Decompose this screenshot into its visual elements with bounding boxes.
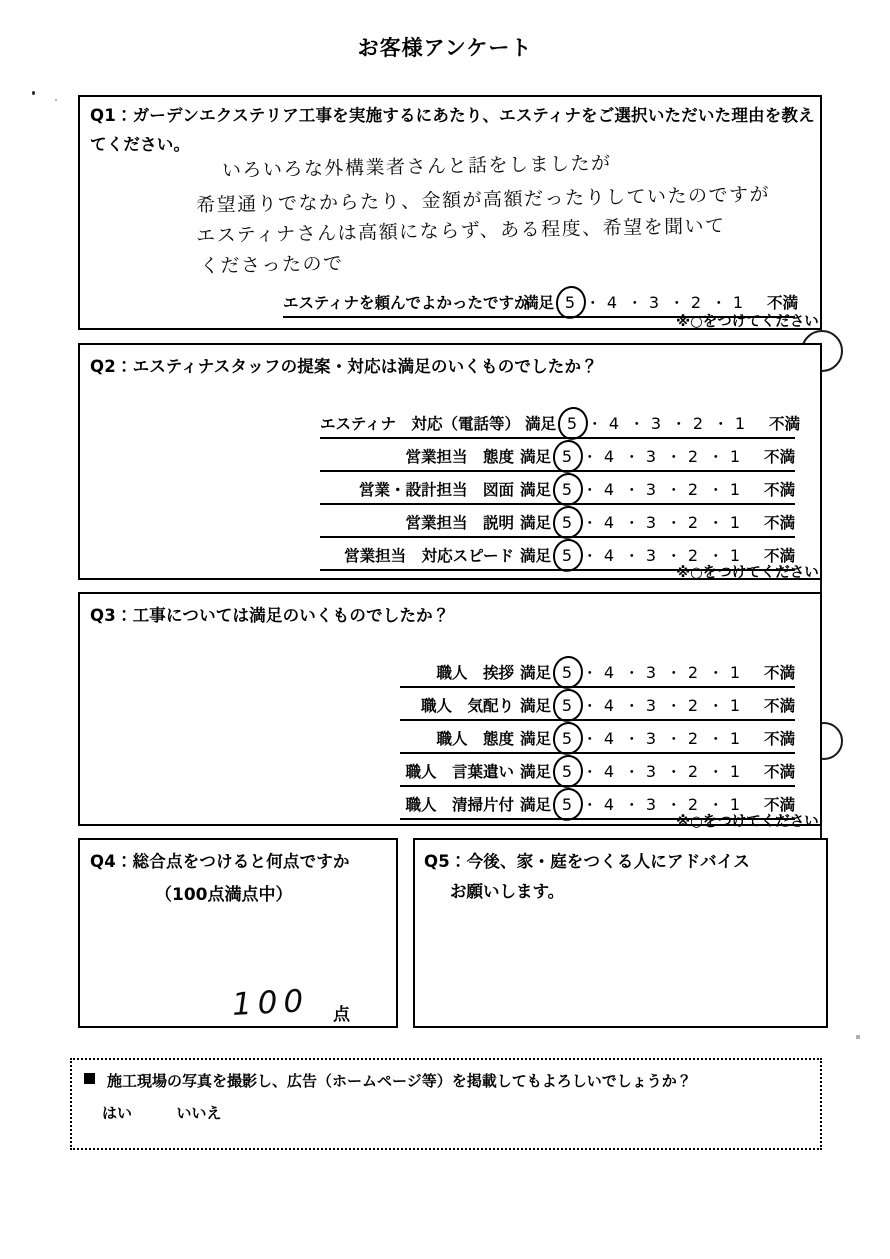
q2-rating-label-3: 営業担当 説明 xyxy=(405,514,514,532)
rating-separator: ・ xyxy=(707,664,724,682)
q3-rating-label-4: 職人 清掃片付 xyxy=(405,796,514,814)
scan-speck xyxy=(856,1035,860,1039)
q3-rating-options-2[interactable] xyxy=(552,727,750,749)
rating-separator: ・ xyxy=(581,730,598,748)
anchor-dissatisfied: 不満 xyxy=(763,448,795,466)
q2-rating-scale-0 xyxy=(525,412,800,437)
q3-heading: Q3：工事については満足のいくものでしたか？ xyxy=(90,606,450,625)
rating-separator: ・ xyxy=(581,448,598,466)
anchor-satisfied: 満足 xyxy=(519,514,551,532)
rating-option-4[interactable]: 4 xyxy=(603,479,615,499)
anchor-satisfied: 満足 xyxy=(519,448,551,466)
rating-separator: ・ xyxy=(581,796,598,814)
rating-option-2[interactable]: 2 xyxy=(687,545,699,565)
rating-option-5[interactable]: 5 xyxy=(552,795,582,814)
page-title: お客様アンケート xyxy=(357,36,533,60)
rating-option-4[interactable]: 4 xyxy=(603,662,615,682)
anchor-dissatisfied: 不満 xyxy=(767,294,799,312)
rating-option-3[interactable]: 3 xyxy=(645,794,657,814)
rating-separator: ・ xyxy=(669,294,685,312)
rating-option-1[interactable]: 1 xyxy=(729,728,741,748)
q2-rating-options-3[interactable] xyxy=(552,511,750,533)
q2-rating-options-0[interactable] xyxy=(557,412,755,434)
rating-option-2[interactable]: 2 xyxy=(690,292,702,312)
q2-rating-row[interactable] xyxy=(320,409,801,439)
q1-heading-line1: Q1：ガーデンエクステリア工事を実施するにあたり、エスティナをご選択いただいた理由を教え xyxy=(90,106,815,125)
rating-option-1[interactable]: 1 xyxy=(729,794,741,814)
consent-option-no[interactable]: いいえ xyxy=(176,1104,222,1122)
rating-option-4[interactable]: 4 xyxy=(603,446,615,466)
q2-rating-row[interactable] xyxy=(320,442,795,472)
rating-separator: ・ xyxy=(707,796,724,814)
rating-option-2[interactable]: 2 xyxy=(687,512,699,532)
rating-separator: ・ xyxy=(707,763,724,781)
anchor-dissatisfied: 不満 xyxy=(763,664,795,682)
rating-option-3[interactable]: 3 xyxy=(648,292,660,312)
q3-rating-label-0: 職人 挨拶 xyxy=(436,664,514,682)
q5-heading-line1: Q5：今後、家・庭をつくる人にアドバイス xyxy=(424,852,751,871)
q2-rating-label-0: エスティナ 対応（電話等） xyxy=(320,415,520,433)
rating-separator: ・ xyxy=(581,763,598,781)
rating-separator: ・ xyxy=(665,730,682,748)
q3-rating-options-0[interactable] xyxy=(552,661,750,683)
rating-option-5[interactable]: 5 xyxy=(557,414,587,433)
q2-rating-options-2[interactable] xyxy=(552,478,750,500)
q2-rating-options-1[interactable] xyxy=(552,445,750,467)
consent-question: 施工現場の写真を撮影し、広告（ホームページ等）を掲載してもよろしいでしょうか？ xyxy=(107,1072,692,1090)
rating-option-5[interactable]: 5 xyxy=(552,729,582,748)
rating-option-3[interactable]: 3 xyxy=(645,695,657,715)
rating-separator: ・ xyxy=(711,294,727,312)
rating-separator: ・ xyxy=(671,415,687,433)
rating-option-5[interactable]: 5 xyxy=(552,480,582,499)
rating-option-4[interactable]: 4 xyxy=(603,512,615,532)
q2-rating-row[interactable] xyxy=(320,508,795,538)
rating-option-3[interactable]: 3 xyxy=(645,728,657,748)
rating-option-4[interactable]: 4 xyxy=(603,545,615,565)
bullet-square-icon xyxy=(84,1073,95,1084)
rating-separator: ・ xyxy=(623,763,640,781)
rating-separator: ・ xyxy=(581,481,598,499)
rating-option-5[interactable]: 5 xyxy=(552,447,582,466)
rating-option-3[interactable]: 3 xyxy=(645,761,657,781)
rating-option-1[interactable]: 1 xyxy=(732,292,744,312)
rating-separator: ・ xyxy=(629,415,645,433)
q2-rating-label-2: 営業・設計担当 図面 xyxy=(358,481,514,499)
anchor-dissatisfied: 不満 xyxy=(763,514,795,532)
rating-separator: ・ xyxy=(707,730,724,748)
anchor-satisfied: 満足 xyxy=(519,481,551,499)
rating-separator: ・ xyxy=(707,547,724,565)
rating-separator: ・ xyxy=(707,448,724,466)
rating-option-3[interactable]: 3 xyxy=(650,413,662,433)
rating-separator: ・ xyxy=(665,796,682,814)
anchor-satisfied: 満足 xyxy=(519,730,551,748)
anchor-satisfied: 満足 xyxy=(525,415,557,433)
q3-rating-row[interactable] xyxy=(400,658,795,688)
consent-option-yes[interactable]: はい xyxy=(102,1104,133,1122)
q4-heading: Q4：総合点をつけると何点ですか xyxy=(90,852,350,871)
q3-rating-scale-1 xyxy=(520,694,795,719)
rating-option-3[interactable]: 3 xyxy=(645,545,657,565)
rating-option-2[interactable]: 2 xyxy=(687,794,699,814)
rating-separator: ・ xyxy=(713,415,729,433)
rating-separator: ・ xyxy=(623,481,640,499)
rating-option-4[interactable]: 4 xyxy=(603,728,615,748)
rating-option-1[interactable]: 1 xyxy=(729,761,741,781)
anchor-dissatisfied: 不満 xyxy=(763,796,795,814)
rating-option-1[interactable]: 1 xyxy=(729,545,741,565)
rating-option-1[interactable]: 1 xyxy=(734,413,746,433)
q3-circle-note: ※○をつけてください xyxy=(676,814,819,830)
rating-option-3[interactable]: 3 xyxy=(645,662,657,682)
rating-separator: ・ xyxy=(665,697,682,715)
q1-handwriting-line-1: いろいろな外構業者さんと話をしましたが xyxy=(221,152,612,182)
anchor-satisfied: 満足 xyxy=(519,697,551,715)
anchor-dissatisfied: 不満 xyxy=(763,697,795,715)
anchor-dissatisfied: 不満 xyxy=(763,481,795,499)
rating-separator: ・ xyxy=(581,664,598,682)
rating-separator: ・ xyxy=(581,514,598,532)
q4-score-unit: 点 xyxy=(333,1005,350,1025)
rating-separator: ・ xyxy=(665,448,682,466)
rating-option-4[interactable]: 4 xyxy=(603,695,615,715)
q3-rating-row[interactable] xyxy=(400,691,795,721)
rating-option-1[interactable]: 1 xyxy=(729,479,741,499)
rating-option-3[interactable]: 3 xyxy=(645,512,657,532)
rating-option-2[interactable]: 2 xyxy=(687,479,699,499)
rating-separator: ・ xyxy=(623,730,640,748)
anchor-satisfied: 満足 xyxy=(519,547,551,565)
rating-separator: ・ xyxy=(665,514,682,532)
q1-handwriting-line-3: エスティナさんは高額にならず、ある程度、希望を聞いて xyxy=(195,214,726,248)
q2-rating-label-4: 営業担当 対応スピード xyxy=(344,547,514,565)
rating-option-5[interactable]: 5 xyxy=(552,513,582,532)
rating-separator: ・ xyxy=(707,514,724,532)
rating-separator: ・ xyxy=(707,481,724,499)
q1-heading-line2: てください。 xyxy=(90,135,191,154)
rating-separator: ・ xyxy=(665,547,682,565)
rating-option-5[interactable]: 5 xyxy=(552,762,582,781)
q3-rating-row[interactable] xyxy=(400,757,795,787)
rating-separator: ・ xyxy=(623,514,640,532)
rating-option-3[interactable]: 3 xyxy=(645,479,657,499)
rating-separator: ・ xyxy=(581,547,598,565)
q1-rating-label: エスティナを頼んでよかったですか xyxy=(283,294,530,312)
q3-rating-label-3: 職人 言葉遣い xyxy=(405,763,514,781)
rating-separator: ・ xyxy=(623,697,640,715)
rating-option-1[interactable]: 1 xyxy=(729,512,741,532)
q3-rating-label-1: 職人 気配り xyxy=(420,697,514,715)
rating-option-4[interactable]: 4 xyxy=(603,794,615,814)
rating-separator: ・ xyxy=(627,294,643,312)
rating-separator: ・ xyxy=(587,415,603,433)
rating-separator: ・ xyxy=(623,448,640,466)
rating-separator: ・ xyxy=(665,664,682,682)
q2-rating-scale-3 xyxy=(520,511,795,536)
rating-option-2[interactable]: 2 xyxy=(692,413,704,433)
q1-handwriting-line-4: くださったので xyxy=(199,252,344,278)
rating-separator: ・ xyxy=(585,294,601,312)
rating-separator: ・ xyxy=(623,547,640,565)
rating-option-5[interactable]: 5 xyxy=(555,293,585,312)
anchor-satisfied: 満足 xyxy=(519,796,551,814)
rating-separator: ・ xyxy=(581,697,598,715)
rating-option-5[interactable]: 5 xyxy=(552,546,582,565)
anchor-dissatisfied: 不満 xyxy=(763,763,795,781)
rating-option-2[interactable]: 2 xyxy=(687,662,699,682)
rating-option-2[interactable]: 2 xyxy=(687,761,699,781)
rating-option-2[interactable]: 2 xyxy=(687,728,699,748)
rating-separator: ・ xyxy=(665,763,682,781)
anchor-satisfied: 満足 xyxy=(523,294,555,312)
rating-separator: ・ xyxy=(665,481,682,499)
rating-option-3[interactable]: 3 xyxy=(645,446,657,466)
rating-option-2[interactable]: 2 xyxy=(687,446,699,466)
q2-circle-note: ※○をつけてください xyxy=(676,565,819,581)
q2-rating-row[interactable] xyxy=(320,475,795,505)
q2-rating-scale-2 xyxy=(520,478,795,503)
q3-rating-scale-0 xyxy=(520,661,795,686)
q4-handwritten-score: 100 xyxy=(231,983,311,1023)
q5-heading-line2: お願いします。 xyxy=(450,882,565,901)
rating-option-4[interactable]: 4 xyxy=(608,413,620,433)
q3-rating-options-3[interactable] xyxy=(552,760,750,782)
anchor-dissatisfied: 不満 xyxy=(763,730,795,748)
rating-option-1[interactable]: 1 xyxy=(729,662,741,682)
q3-rating-options-1[interactable] xyxy=(552,694,750,716)
q3-rating-label-2: 職人 態度 xyxy=(436,730,514,748)
rating-option-5[interactable]: 5 xyxy=(552,696,582,715)
q3-rating-scale-2 xyxy=(520,727,795,752)
rating-option-4[interactable]: 4 xyxy=(606,292,618,312)
rating-separator: ・ xyxy=(623,796,640,814)
q3-rating-row[interactable] xyxy=(400,724,795,754)
consent-options[interactable] xyxy=(102,1102,222,1123)
rating-option-2[interactable]: 2 xyxy=(687,695,699,715)
anchor-satisfied: 満足 xyxy=(519,664,551,682)
q1-handwriting-line-2: 希望通りでなからたり、金額が高額だったりしていたのですが xyxy=(195,183,771,217)
q2-heading: Q2：エスティナスタッフの提案・対応は満足のいくものでしたか？ xyxy=(90,357,598,376)
rating-option-4[interactable]: 4 xyxy=(603,761,615,781)
rating-option-1[interactable]: 1 xyxy=(729,446,741,466)
scan-speck xyxy=(55,99,57,101)
scan-speck xyxy=(32,91,35,95)
rating-option-5[interactable]: 5 xyxy=(552,663,582,682)
q1-circle-note: ※○をつけてください xyxy=(676,314,819,330)
q2-rating-scale-1 xyxy=(520,445,795,470)
rating-separator: ・ xyxy=(623,664,640,682)
rating-option-1[interactable]: 1 xyxy=(729,695,741,715)
q3-rating-scale-3 xyxy=(520,760,795,785)
q5-answer-area[interactable] xyxy=(424,908,814,1018)
anchor-dissatisfied: 不満 xyxy=(763,547,795,565)
anchor-satisfied: 満足 xyxy=(519,763,551,781)
q4-subheading: （100点満点中） xyxy=(155,885,293,905)
q2-rating-label-1: 営業担当 態度 xyxy=(405,448,514,466)
anchor-dissatisfied: 不満 xyxy=(769,415,801,433)
rating-separator: ・ xyxy=(707,697,724,715)
